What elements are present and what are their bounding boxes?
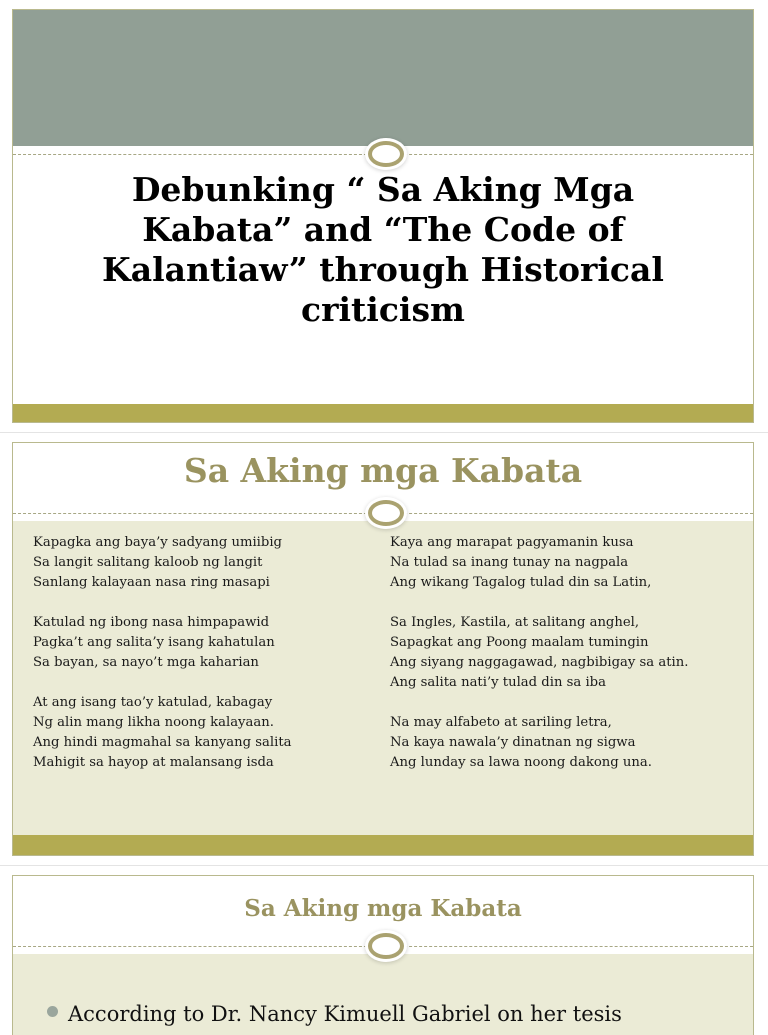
poem-line: Na kaya nawala’y dinatnan ng sigwa: [390, 735, 636, 750]
poem-line: Sa bayan, sa nayo’t mga kaharian: [33, 655, 259, 670]
poem-slide: [12, 442, 754, 856]
poem-line: Ang hindi magmahal sa kanyang salita: [33, 735, 292, 750]
ring-ornament-icon: [368, 933, 404, 959]
poem-stanza: [390, 613, 720, 693]
poem-line: Pagka’t ang salita’y isang kahatulan: [33, 635, 275, 650]
poem-line: Ang salita nati’y tulad din sa iba: [390, 675, 606, 690]
poem-column-right: [390, 533, 720, 793]
slide-title: Sa Aking mga Kabata: [244, 895, 522, 922]
poem-line: Mahigit sa hayop at malansang isda: [33, 755, 274, 770]
bullet-dot-icon: [47, 1006, 58, 1017]
header-band: [13, 10, 753, 146]
footer-band: [13, 404, 753, 422]
poem-line: Ang lunday sa lawa noong dakong una.: [390, 755, 652, 770]
poem-stanza: [390, 533, 720, 593]
slide-separator: [0, 865, 768, 866]
poem-stanza: [33, 533, 363, 593]
slide-title: Sa Aking mga Kabata: [183, 451, 583, 490]
poem-column-left: [33, 533, 363, 793]
poem-line: Na tulad sa inang tunay na nagpala: [390, 555, 629, 570]
ring-ornament-icon: [368, 141, 404, 167]
ring-ornament-icon: [368, 500, 404, 526]
poem-line: Sa langit salitang kaloob ng langit: [33, 555, 263, 570]
poem-line: Ang wikang Tagalog tulad din sa Latin,: [390, 575, 652, 590]
poem-line: Sanlang kalayaan nasa ring masapi: [33, 575, 270, 590]
poem-line: Sapagkat ang Poong maalam tumingin: [390, 635, 649, 650]
slide-separator: [0, 432, 768, 433]
poem-stanza: [33, 693, 363, 773]
title-slide: [12, 9, 754, 423]
poem-line: Na may alfabeto at sariling letra,: [390, 715, 612, 730]
bullet-text: According to Dr. Nancy Kimuell Gabriel on her tesis: [68, 1002, 622, 1026]
poem-line: Ng alin mang likha noong kalayaan.: [33, 715, 274, 730]
poem-stanza: [390, 713, 720, 773]
poem-line: Katulad ng ibong nasa himpapawid: [33, 615, 270, 630]
poem-line: Sa Ingles, Kastila, at salitang anghel,: [390, 615, 640, 630]
slide-title: Debunking “ Sa Aking Mga Kabata” and “The Code of Kalantiaw” through Historical criticism: [102, 170, 664, 329]
poem-stanza: [33, 613, 363, 673]
footer-band: [13, 835, 753, 855]
poem-line: At ang isang tao’y katulad, kabagay: [33, 695, 273, 710]
poem-line: Kaya ang marapat pagyamanin kusa: [390, 535, 634, 550]
poem-line: Ang siyang naggagawad, nagbibigay sa atin.: [390, 655, 689, 670]
poem-line: Kapagka ang baya’y sadyang umiibig: [33, 535, 282, 550]
content-slide: [12, 875, 754, 1035]
